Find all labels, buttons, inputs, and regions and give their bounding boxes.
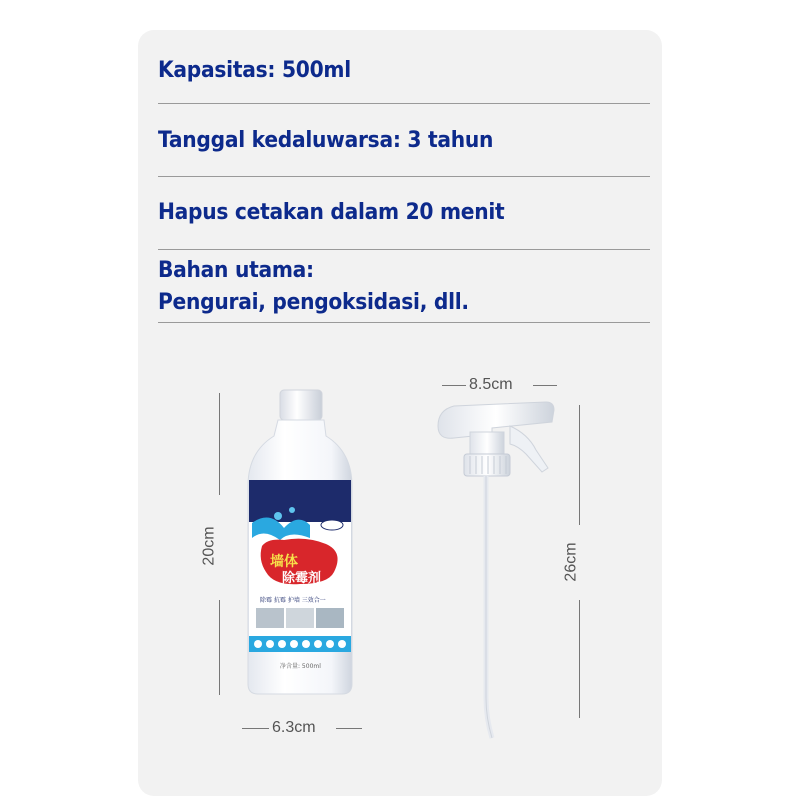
bottle-width-label: 6.3cm bbox=[272, 719, 316, 736]
bottle-height-line-top bbox=[219, 393, 220, 495]
sprayer-width-label: 8.5cm bbox=[469, 376, 513, 393]
ingredients-value: Pengurai, pengoksidasi, dll. bbox=[158, 290, 469, 315]
label-features: 除霉 抗霉 护墙 三效合一 bbox=[260, 597, 326, 604]
sprayer-height-line-top bbox=[579, 405, 580, 525]
divider bbox=[158, 322, 650, 323]
label-volume: 净含量: 500ml bbox=[280, 663, 321, 670]
ingredients-title: Bahan utama: bbox=[158, 258, 314, 283]
bottle-width-line-right bbox=[336, 728, 362, 729]
bottle-image bbox=[240, 388, 360, 698]
bottle-height-line-bottom bbox=[219, 600, 220, 695]
label-title-line2: 除霉剂 bbox=[282, 571, 322, 586]
bottle-width-line-left bbox=[242, 728, 269, 729]
sprayer-height-line-bottom bbox=[579, 600, 580, 718]
sprayer-width-line-left bbox=[442, 385, 466, 386]
bottle-height-label: 20cm bbox=[200, 526, 218, 566]
capacity-text: Kapasitas: 500ml bbox=[158, 58, 351, 83]
mold-removal-text: Hapus cetakan dalam 20 menit bbox=[158, 200, 505, 225]
divider bbox=[158, 249, 650, 250]
sprayer-width-line-right bbox=[533, 385, 557, 386]
divider bbox=[158, 176, 650, 177]
sprayer-height-label: 26cm bbox=[562, 542, 580, 582]
expiry-text: Tanggal kedaluwarsa: 3 tahun bbox=[158, 128, 494, 153]
label-title-line1: 墙体 bbox=[270, 554, 298, 570]
spray-trigger-icon bbox=[432, 398, 562, 743]
sprayer-image bbox=[432, 398, 562, 743]
divider bbox=[158, 103, 650, 104]
bottle-icon bbox=[240, 388, 360, 698]
